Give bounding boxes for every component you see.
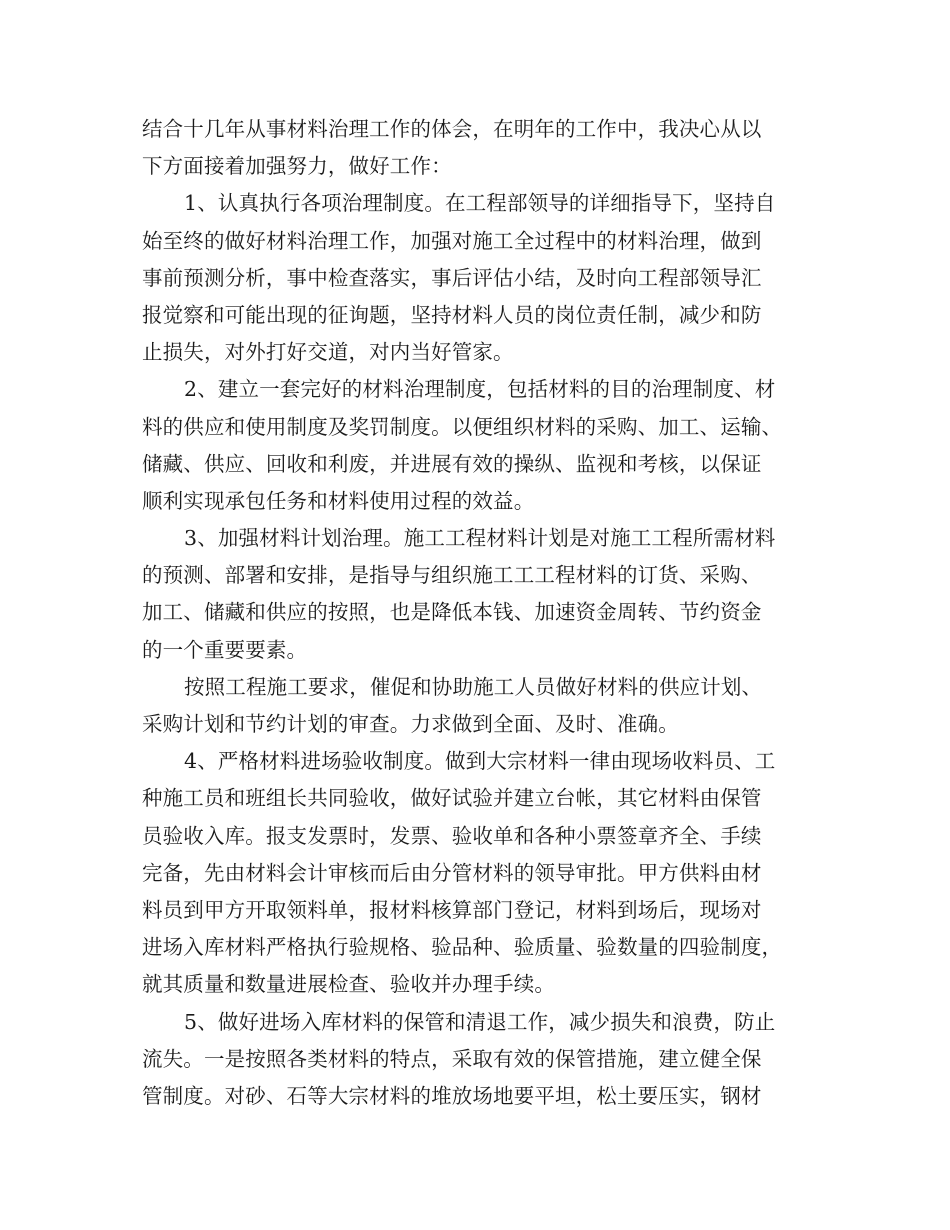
text-line: 5、做好进场入库材料的保管和清退工作，减少损失和浪费，防止 — [184, 1009, 776, 1034]
text-line: 2、建立一套完好的材料治理制度，包括材料的目的治理制度、材 — [184, 377, 776, 402]
text-line: 料员到甲方开取领料单，报材料核算部门登记，材料到场后，现场对 — [142, 897, 762, 922]
text-line: 储藏、供应、回收和利废，并进展有效的操纵、监视和考核，以保证 — [142, 451, 762, 476]
text-line: 加工、储藏和供应的按照，也是降低本钱、加速资金周转、节约资金 — [142, 600, 762, 625]
text-line: 结合十几年从事材料治理工作的体会，在明年的工作中，我决心从以 — [142, 117, 762, 141]
text-line: 3、加强材料计划治理。施工工程材料计划是对施工工程所需材料 — [184, 526, 776, 551]
text-line: 的预测、部署和安排，是指导与组织施工工工程材料的订货、采购、 — [142, 563, 762, 588]
text-line: 4、严格材料进场验收制度。做到大宗材料一律由现场收料员、工 — [184, 749, 776, 774]
text-line: 进场入库材料严格执行验规格、验品种、验质量、验数量的四验制度， — [142, 935, 783, 960]
text-line: 完备，先由材料会计审核而后由分管材料的领导审批。甲方供料由材 — [142, 860, 762, 885]
text-line: 报觉察和可能出现的征询题，坚持材料人员的岗位责任制，减少和防 — [142, 302, 762, 327]
text-line: 的一个重要要素。 — [142, 637, 308, 662]
text-line: 采购计划和节约计划的审查。力求做到全面、及时、准确。 — [142, 712, 679, 736]
text-line: 1、认真执行各项治理制度。在工程部领导的详细指导下，坚持自 — [184, 191, 776, 216]
text-line: 管制度。对砂、石等大宗材料的堆放场地要平坦，松土要压实，钢材 — [142, 1083, 762, 1108]
text-line: 员验收入库。报支发票时，发票、验收单和各种小票签章齐全、手续 — [142, 823, 762, 848]
text-line: 事前预测分析，事中检查落实，事后评估小结，及时向工程部领导汇 — [142, 265, 762, 290]
text-line: 种施工员和班组长共同验收，做好试验并建立台帐，其它材料由保管 — [142, 786, 762, 811]
text-line: 止损失，对外打好交道，对内当好管家。 — [142, 340, 514, 365]
text-line: 下方面接着加强努力，做好工作： — [142, 154, 452, 179]
text-line: 料的供应和使用制度及奖罚制度。以便组织材料的采购、加工、运输、 — [142, 414, 783, 439]
text-line: 流失。一是按照各类材料的特点，采取有效的保管措施，建立健全保 — [142, 1046, 762, 1071]
text-line: 始至终的做好材料治理工作，加强对施工全过程中的材料治理，做到 — [142, 228, 762, 253]
text-line: 就其质量和数量进展检查、验收并办理手续。 — [142, 972, 555, 997]
text-line: 按照工程施工要求，催促和协助施工人员做好材料的供应计划、 — [184, 674, 763, 699]
document-body — [142, 111, 814, 1115]
text-line: 顺利实现承包任务和材料使用过程的效益。 — [142, 488, 535, 513]
